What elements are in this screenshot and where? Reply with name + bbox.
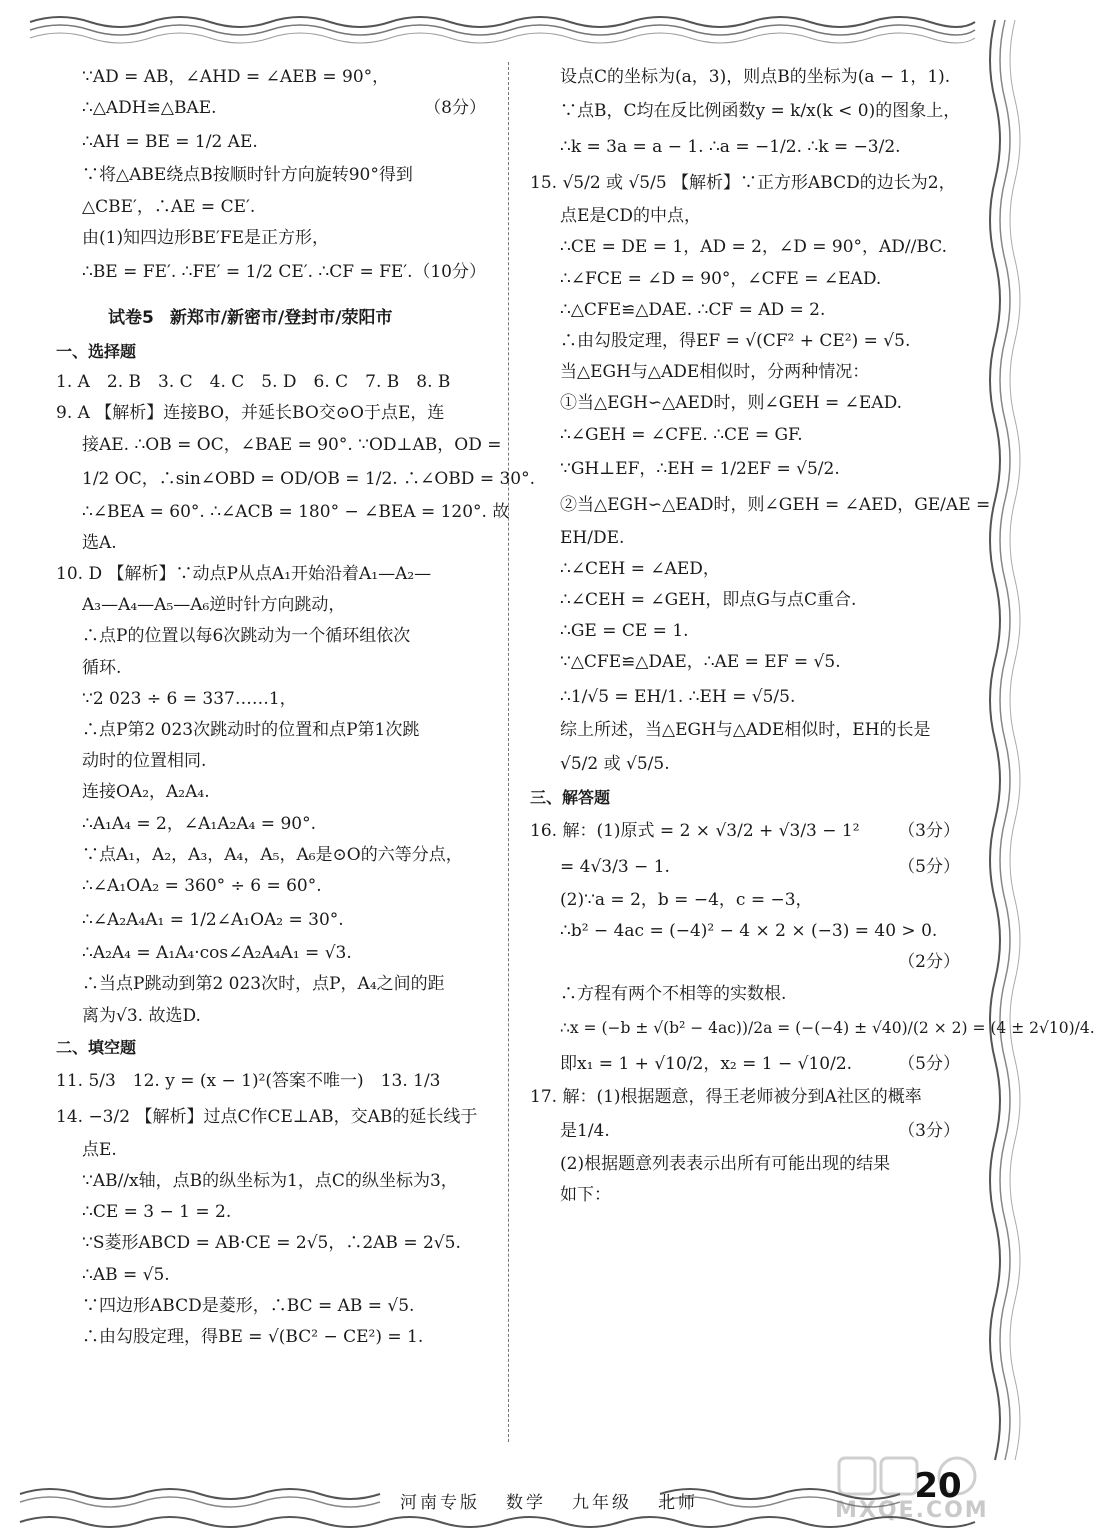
q16-line: ∴x = (−b ± √(b² − 4ac))/2a = (−(−4) ± √40)/(2 × 2) = (4 ± 2√10)/4. <box>560 1018 1095 1037</box>
q17-line: (2)根据题意列表表示出所有可能出现的结果 <box>560 1153 891 1174</box>
score-mark: （8分） <box>424 98 486 119</box>
fill-answers-11-13: 11. 5/3 12. y = (x − 1)²(答案不唯一) 13. 1/3 <box>56 1070 441 1091</box>
left-column <box>56 62 536 1353</box>
q16-line: 16. 解：(1)原式 = 2 × √3/2 + √3/3 − 1² （3分） <box>530 813 960 849</box>
q17-line: 是1/4. （3分） <box>530 1113 960 1149</box>
q10-line: ∴∠A₂A₄A₁ = 1/2∠A₁OA₂ = 30°. <box>82 910 344 931</box>
q10-line: 离为√3. 故选D. <box>82 1005 201 1026</box>
text-line: △CBE′，∴AE = CE′. <box>82 196 256 217</box>
section-heading-fill: 二、填空题 <box>56 1037 137 1057</box>
text-line: 由(1)知四边形BE′FE是正方形， <box>82 227 330 248</box>
footer-grade: 九年级 <box>572 1493 632 1513</box>
q14-line: ∵AB//x轴，点B的纵坐标为1，点C的纵坐标为3， <box>82 1171 458 1192</box>
q15-line: ∵GH⊥EF，∴EH = 1/2EF = √5/2. <box>560 458 840 479</box>
q14-line: ∴CE = 3 − 1 = 2. <box>82 1202 232 1223</box>
q15-line: EH/DE. <box>560 527 625 548</box>
footer-publisher: 北师 <box>658 1493 698 1513</box>
q9-line: 1/2 OC，∴sin∠OBD = OD/OB = 1/2. ∴∠OBD = 30°. <box>82 468 536 489</box>
q10-line: 10. D 【解析】∵动点P从点A₁开始沿着A₁—A₂— <box>56 564 432 585</box>
score-mark: （3分） <box>898 1120 960 1141</box>
q15-line: ∴△CFE≌△DAE. ∴CF = AD = 2. <box>560 299 826 320</box>
q14-line: ∴由勾股定理，得BE = √(BC² − CE²) = 1. <box>82 1327 424 1347</box>
q10-line: 动时的位置相同. <box>82 751 207 772</box>
text-line: ∵将△ABE绕点B按顺时针方向旋转90°得到 <box>82 165 413 186</box>
footer-subject: 数学 <box>506 1493 546 1513</box>
q15-line: ∴GE = CE = 1. <box>560 621 689 642</box>
right-wavy-border <box>975 0 1025 1536</box>
text-line: ∴BE = FE′. ∴FE′ = 1/2 CE′. ∴CF = FE′. （10分） <box>56 254 486 290</box>
q16-line: ∴b² − 4ac = (−4)² − 4 × 2 × (−3) = 40 > 0. <box>560 921 938 942</box>
q10-line: ∴∠A₁OA₂ = 360° ÷ 6 = 60°. <box>82 875 322 896</box>
page-number: 20 <box>914 1466 962 1506</box>
q15-line: ∴∠GEH = ∠CFE. ∴CE = GF. <box>560 424 803 445</box>
q14-line: ∵S菱形ABCD = AB·CE = 2√5，∴2AB = 2√5. <box>82 1233 461 1254</box>
q15-line: ∵△CFE≌△DAE，∴AE = EF = √5. <box>560 652 841 673</box>
q15-line: 15. √5/2 或 √5/5 【解析】∵正方形ABCD的边长为2， <box>530 173 956 194</box>
page-footer <box>400 1488 724 1513</box>
paper-cities: 新郑市/新密市/登封市/荥阳市 <box>169 307 393 328</box>
score-mark: （5分） <box>898 1053 960 1074</box>
q15-line: 点E是CD的中点， <box>560 206 702 227</box>
q9-line: 选A. <box>82 532 117 553</box>
q10-line: A₃—A₄—A₅—A₆逆时针方向跳动， <box>82 595 346 616</box>
q10-line: 循环. <box>82 657 122 678</box>
top-wavy-border <box>0 0 1025 50</box>
paper-title <box>56 300 486 336</box>
q16-line <box>530 947 960 978</box>
column-divider <box>508 62 510 1442</box>
q14-line: 14. −3/2 【解析】过点C作CE⊥AB，交AB的延长线于 <box>56 1106 478 1127</box>
right-column <box>530 62 1095 1211</box>
q10-line: ∵2 023 ÷ 6 = 337……1， <box>82 688 297 709</box>
text-line: ∴△ADH≌△BAE. （8分） <box>56 93 486 124</box>
q10-line: ∴点P的位置以每6次跳动为一个循环组依次 <box>82 626 411 647</box>
score-mark: （2分） <box>898 952 960 973</box>
q16-line: 即x₁ = 1 + √10/2，x₂ = 1 − √10/2. （5分） <box>530 1046 960 1082</box>
q14-cont-line: 设点C的坐标为(a，3)，则点B的坐标为(a − 1，1). <box>560 67 951 87</box>
q15-line: ∴1/√5 = EH/1. ∴EH = √5/5. <box>560 686 796 707</box>
q10-line: ∴点P第2 023次跳动时的位置和点P第1次跳 <box>82 720 420 740</box>
footer-edition: 河南专版 <box>400 1493 480 1513</box>
q9-line: ∴∠BEA = 60°. ∴∠ACB = 180° − ∠BEA = 120°. 故 <box>82 501 510 522</box>
watermark-text: MXQE.COM <box>835 1498 989 1523</box>
q15-line: ∴∠FCE = ∠D = 90°，∠CFE = ∠EAD. <box>560 268 882 289</box>
section-heading-solve: 三、解答题 <box>530 787 611 807</box>
q10-line: ∵点A₁，A₂，A₃，A₄，A₅，A₆是⊙O的六等分点， <box>82 844 463 865</box>
score-mark: （3分） <box>898 821 960 841</box>
text-line: ∵AD = AB，∠AHD = ∠AEB = 90°， <box>82 67 390 87</box>
q14-line: 点E. <box>82 1139 117 1160</box>
q17-line: 如下： <box>560 1185 611 1206</box>
q10-line: 连接OA₂，A₂A₄. <box>82 782 210 803</box>
q15-line: ∴由勾股定理，得EF = √(CF² + CE²) = √5. <box>560 330 911 351</box>
score-mark: （10分） <box>413 261 486 282</box>
q14-line: ∵四边形ABCD是菱形，∴BC = AB = √5. <box>82 1295 415 1316</box>
mc-answers: 1. A 2. B 3. C 4. C 5. D 6. C 7. B 8. B <box>56 372 451 393</box>
q15-line: ∴CE = DE = 1，AD = 2，∠D = 90°，AD//BC. <box>560 237 947 258</box>
q10-line: ∴A₂A₄ = A₁A₄·cos∠A₂A₄A₁ = √3. <box>82 943 352 964</box>
q15-line: ∴∠CEH = ∠GEH，即点G与点C重合. <box>560 590 857 611</box>
q16-line: (2)∵a = 2，b = −4，c = −3， <box>560 890 813 910</box>
q9-line: 接AE. ∴OB = OC，∠BAE = 90°. ∵OD⊥AB，OD = <box>82 434 502 455</box>
paper-label: 试卷5 <box>108 307 154 328</box>
q15-line: ①当△EGH∽△AED时，则∠GEH = ∠EAD. <box>560 393 902 414</box>
q10-line: ∴A₁A₄ = 2，∠A₁A₂A₄ = 90°. <box>82 813 316 834</box>
q16-line: ∴方程有两个不相等的实数根. <box>560 983 787 1004</box>
q15-line: ∴∠CEH = ∠AED， <box>560 558 720 579</box>
q15-line: ②当△EGH∽△EAD时，则∠GEH = ∠AED，GE/AE = <box>560 494 991 515</box>
q17-line: 17. 解：(1)根据题意，得王老师被分到A社区的概率 <box>530 1086 922 1107</box>
q9-line: 9. A 【解析】连接BO，并延长BO交⊙O于点E，连 <box>56 403 445 424</box>
q15-line: √5/2 或 √5/5. <box>560 753 670 774</box>
q14-cont-line: ∴k = 3a = a − 1. ∴a = −1/2. ∴k = −3/2. <box>560 137 901 158</box>
score-mark: （5分） <box>898 857 960 877</box>
q15-line: 当△EGH与△ADE相似时，分两种情况： <box>560 362 870 383</box>
q16-line: = 4√3/3 − 1. （5分） <box>530 849 960 885</box>
section-heading-choice: 一、选择题 <box>56 341 137 361</box>
text-line: ∴AH = BE = 1/2 AE. <box>82 132 258 153</box>
q14-cont-line: ∵点B，C均在反比例函数y = k/x(k < 0)的图象上， <box>560 101 961 122</box>
q15-line: 综上所述，当△EGH与△ADE相似时，EH的长是 <box>560 719 931 740</box>
q10-line: ∴当点P跳动到第2 023次时，点P，A₄之间的距 <box>82 974 445 995</box>
q14-line: ∴AB = √5. <box>82 1264 170 1285</box>
